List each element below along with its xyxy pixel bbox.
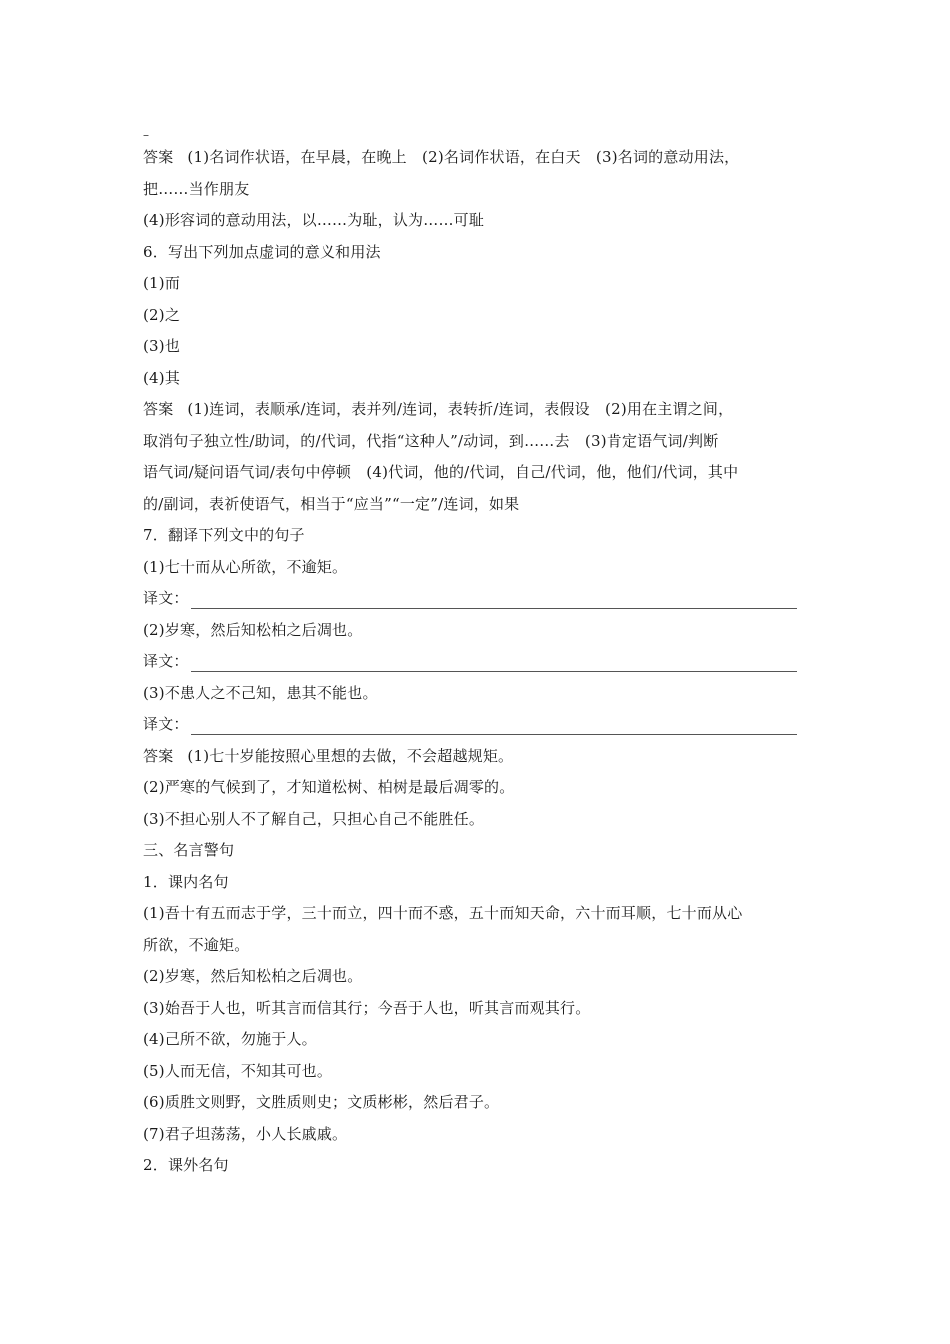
line-text: (1)而 [143,274,181,292]
line-text: 所欲，不逾矩。 [143,935,250,954]
line-text: (2)之 [143,305,181,324]
document-body [143,142,813,1182]
text-line [143,489,813,521]
line-text: 把……当作朋友 [143,179,250,198]
text-line [143,1119,813,1151]
text-line [143,174,813,206]
text-line [143,520,813,552]
line-text: 三、名言警句 [143,841,235,859]
text-line [143,300,813,332]
line-text: (1)连词，表顺承/连词，表并列/连词，表转折/连词，表假设 (2)用在主谓之间， [187,400,734,418]
translation-label: 译文： [143,652,189,670]
text-line [143,615,813,647]
text-line [143,237,813,269]
translation-label: 译文： [143,715,189,733]
text-line [143,1024,813,1056]
text-line [143,1150,813,1182]
line-text: (3)始吾于人也，听其言而信其行；今吾于人也，听其言而观其行。 [143,998,591,1017]
text-line [143,1056,813,1088]
text-line [143,961,813,993]
translation-line [143,583,813,615]
line-text: 6．写出下列加点虚词的意义和用法 [143,242,381,261]
translation-blank [191,649,797,672]
line-text: 的/副词，表祈使语气，相当于“应当”“一定”/连词，如果 [143,494,520,513]
line-text: (1)名词作状语，在早晨，在晚上 (2)名词作状语，在白天 (3)名词的意动用法， [187,148,740,166]
answer-label: 答案 [143,746,174,765]
text-line [143,1087,813,1119]
document-page [143,128,813,1182]
line-text: (1)吾十有五而志于学，三十而立，四十而不惑，五十而知天命，六十而耳顺，七十而从心 [143,904,743,922]
text-line [143,363,813,395]
translation-blank [191,712,797,735]
answer-label: 答案 [143,400,174,418]
translation-blank [191,586,797,609]
line-text: (1)七十而从心所欲，不逾矩。 [143,557,348,576]
text-line [143,993,813,1025]
translation-label: 译文： [143,589,189,607]
text-line [143,835,813,867]
header-dash: – [143,128,149,142]
line-text: (2)严寒的气候到了，才知道松树、柏树是最后凋零的。 [143,778,515,796]
translation-line [143,646,813,678]
line-text: (3)也 [143,337,181,355]
line-text: 2．课外名句 [143,1156,229,1174]
line-text: (3)不担心别人不了解自己，只担心自己不能胜任。 [143,809,485,828]
line-text: (4)其 [143,368,181,387]
text-line [143,741,813,773]
text-line [143,205,813,237]
line-text: 取消句子独立性/助词，的/代词，代指“这种人”/动词，到……去 (3)肯定语气词/判断 [143,431,719,450]
text-line [143,772,813,804]
line-text: (4)己所不欲，勿施于人。 [143,1030,317,1048]
text-line [143,930,813,962]
text-line [143,898,813,930]
line-text: 1．课内名句 [143,872,229,891]
line-text: 7．翻译下列文中的句子 [143,526,305,544]
line-text: (6)质胜文则野，文胜质则史；文质彬彬，然后君子。 [143,1093,500,1111]
line-text: (3)不患人之不己知，患其不能也。 [143,683,378,702]
text-line [143,678,813,710]
text-line [143,142,813,174]
translation-line [143,709,813,741]
text-line [143,331,813,363]
line-text: (2)岁寒，然后知松柏之后凋也。 [143,967,363,985]
text-line [143,426,813,458]
line-text: (5)人而无信，不知其可也。 [143,1061,333,1080]
text-line [143,867,813,899]
line-text: 语气词/疑问语气词/表句中停顿 (4)代词，他的/代词，自己/代词，他，他们/代词，其中 [143,463,739,481]
answer-label: 答案 [143,148,174,166]
line-text: (2)岁寒，然后知松柏之后凋也。 [143,620,363,639]
text-line [143,268,813,300]
line-text: (4)形容词的意动用法，以……为耻，认为……可耻 [143,211,485,229]
text-line [143,552,813,584]
text-line [143,394,813,426]
line-text: (7)君子坦荡荡，小人长戚戚。 [143,1124,348,1143]
line-text: (1)七十岁能按照心里想的去做，不会超越规矩。 [187,746,514,765]
text-line [143,457,813,489]
text-line [143,804,813,836]
